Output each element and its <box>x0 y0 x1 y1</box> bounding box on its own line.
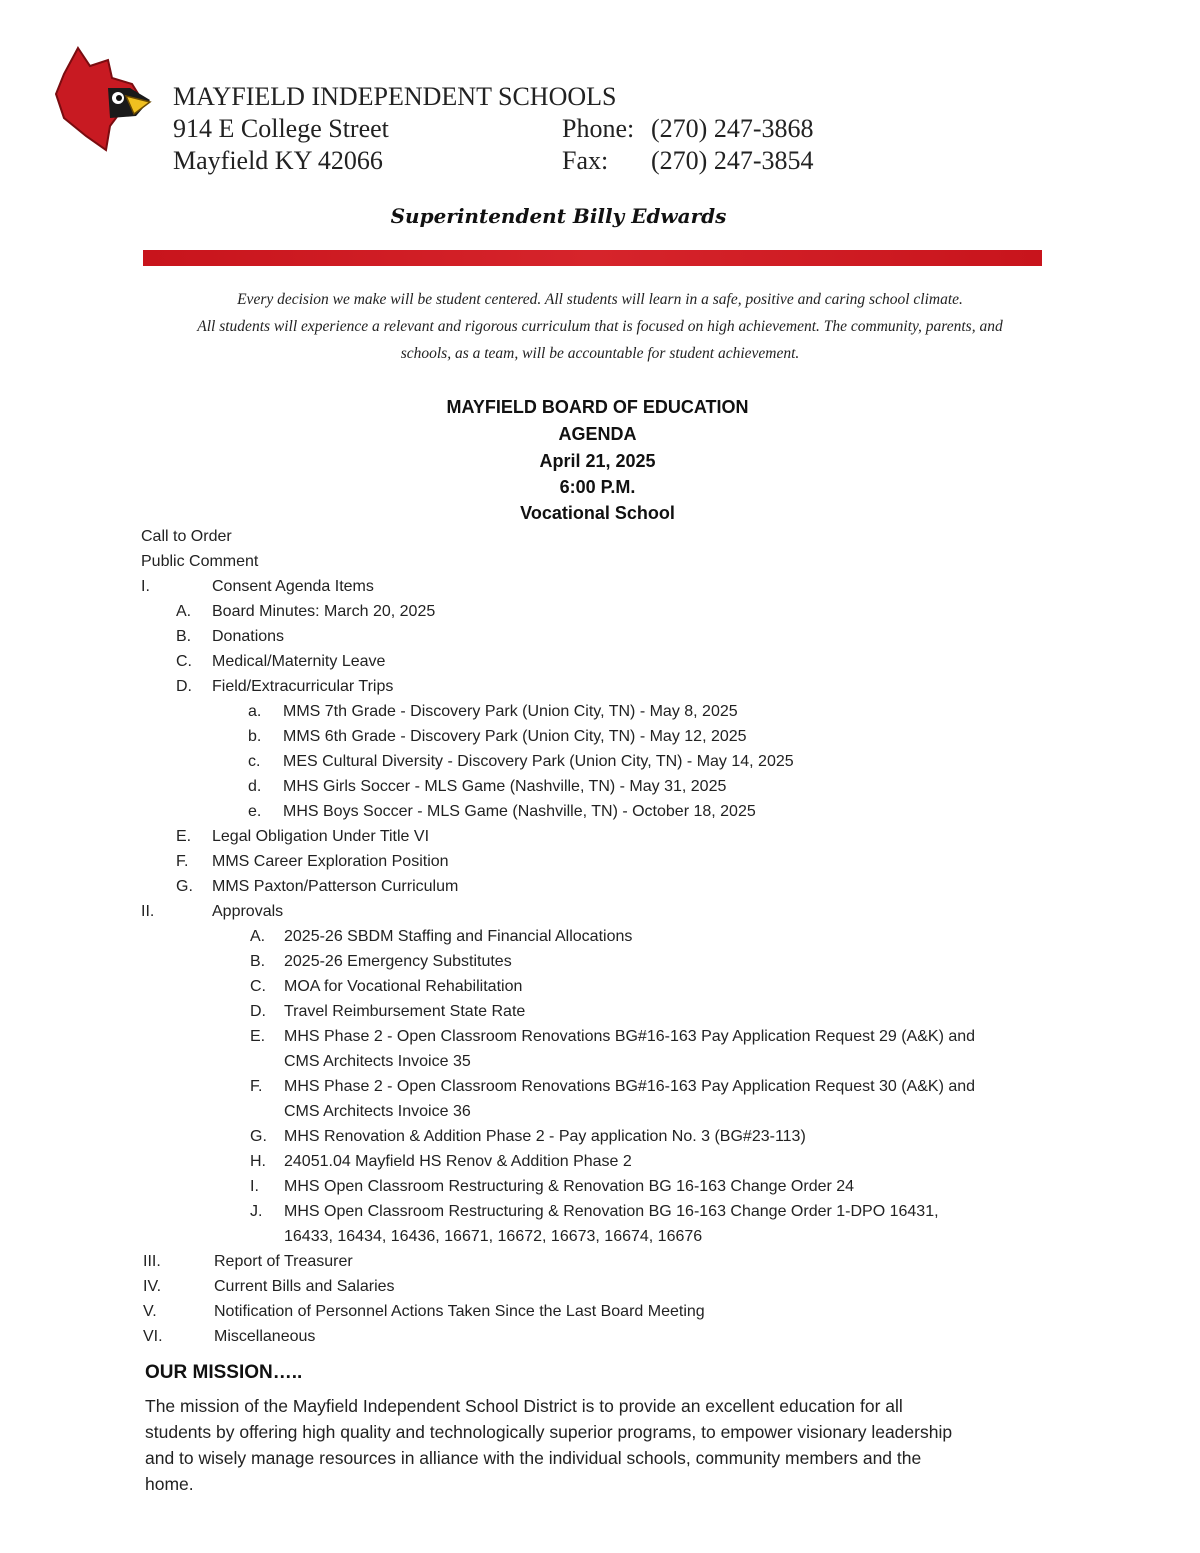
section-title: Approvals <box>212 903 284 920</box>
item-marker: D. <box>250 1003 266 1020</box>
section-title: Consent Agenda Items <box>212 578 374 595</box>
section-number: III. <box>143 1253 161 1270</box>
list-item: MHS Phase 2 - Open Classroom Renovations BG#16-163 Pay Application Request 30 (A&K) and <box>284 1078 976 1095</box>
list-item: Field/Extracurricular Trips <box>212 678 394 695</box>
vision-line-3: schools, as a team, will be accountable for student achievement. <box>400 345 800 362</box>
list-item: Travel Reimbursement State Rate <box>284 1003 526 1020</box>
list-item: MHS Open Classroom Restructuring & Renovation BG 16-163 Change Order 1-DPO 16431, <box>284 1203 939 1220</box>
mission-line-4: home. <box>145 1474 194 1494</box>
phone-number: (270) 247-3868 <box>651 114 814 143</box>
list-item: MMS Career Exploration Position <box>212 853 449 870</box>
item-marker: E. <box>250 1028 266 1045</box>
address-city: Mayfield KY 42066 <box>173 146 383 175</box>
mission-line-2: students by offering high quality and technologically superior programs, to empower visionary leadership <box>145 1422 953 1442</box>
item-marker: F. <box>250 1078 263 1095</box>
item-marker: J. <box>250 1203 263 1220</box>
board-title: MAYFIELD BOARD OF EDUCATION <box>446 397 749 417</box>
sub-item-marker: b. <box>248 728 262 745</box>
meeting-time: 6:00 P.M. <box>559 477 636 497</box>
list-item-continuation: CMS Architects Invoice 35 <box>284 1053 471 1070</box>
item-marker: E. <box>176 828 192 845</box>
sub-list-item: MHS Girls Soccer - MLS Game (Nashville, TN) - May 31, 2025 <box>283 778 727 795</box>
meeting-date: April 21, 2025 <box>539 451 656 471</box>
list-item: 2025-26 Emergency Substitutes <box>284 953 512 970</box>
section-title: Notification of Personnel Actions Taken Since the Last Board Meeting <box>214 1303 705 1320</box>
sub-item-marker: d. <box>248 778 262 795</box>
list-item: MOA for Vocational Rehabilitation <box>284 978 523 995</box>
fax-label: Fax: <box>562 146 609 175</box>
sub-item-marker: c. <box>248 753 261 770</box>
meeting-location: Vocational School <box>520 503 675 523</box>
item-marker: G. <box>176 878 193 895</box>
list-item-continuation: CMS Architects Invoice 36 <box>284 1103 471 1120</box>
list-item: 2025-26 SBDM Staffing and Financial Allocations <box>284 928 633 945</box>
item-marker: I. <box>250 1178 259 1195</box>
list-item: MMS Paxton/Patterson Curriculum <box>212 878 459 895</box>
cardinal-bird-icon <box>50 44 154 156</box>
list-item-continuation: 16433, 16434, 16436, 16671, 16672, 16673, 16674, 16676 <box>284 1228 703 1245</box>
item-marker: G. <box>250 1128 267 1145</box>
section-title: Miscellaneous <box>214 1328 316 1345</box>
list-item: MHS Phase 2 - Open Classroom Renovations BG#16-163 Pay Application Request 29 (A&K) and <box>284 1028 976 1045</box>
item-marker: B. <box>176 628 192 645</box>
vision-line-1: Every decision we make will be student centered. All students will learn in a safe, positive and caring school climate. <box>237 291 963 308</box>
fax-number: (270) 247-3854 <box>651 146 814 175</box>
agenda-title: AGENDA <box>558 424 637 444</box>
list-item: 24051.04 Mayfield HS Renov & Addition Phase 2 <box>284 1153 632 1170</box>
phone-label: Phone: <box>562 114 635 143</box>
section-number: I. <box>141 578 150 595</box>
superintendent-name: Superintendent Billy Edwards <box>390 204 727 228</box>
sub-list-item: MHS Boys Soccer - MLS Game (Nashville, TN) - October 18, 2025 <box>283 803 756 820</box>
public-comment: Public Comment <box>141 553 259 570</box>
list-item: Donations <box>212 628 285 645</box>
list-item: Board Minutes: March 20, 2025 <box>212 603 436 620</box>
address-street: 914 E College Street <box>173 114 389 143</box>
section-number: II. <box>141 903 155 920</box>
item-marker: D. <box>176 678 192 695</box>
list-item: MHS Renovation & Addition Phase 2 - Pay application No. 3 (BG#23-113) <box>284 1128 806 1145</box>
item-marker: H. <box>250 1153 266 1170</box>
item-marker: A. <box>176 603 192 620</box>
list-item: Legal Obligation Under Title VI <box>212 828 430 845</box>
list-item: Medical/Maternity Leave <box>212 653 386 670</box>
item-marker: A. <box>250 928 266 945</box>
sub-list-item: MMS 7th Grade - Discovery Park (Union City, TN) - May 8, 2025 <box>283 703 738 720</box>
org-name: MAYFIELD INDEPENDENT SCHOOLS <box>173 82 617 111</box>
mission-line-1: The mission of the Mayfield Independent School District is to provide an excellent education for all <box>145 1396 903 1416</box>
sub-item-marker: e. <box>248 803 262 820</box>
sub-list-item: MES Cultural Diversity - Discovery Park (Union City, TN) - May 14, 2025 <box>283 753 794 770</box>
section-title: Report of Treasurer <box>214 1253 353 1270</box>
section-number: IV. <box>143 1278 162 1295</box>
mission-line-3: and to wisely manage resources in alliance with the individual schools, community members and the <box>145 1448 922 1468</box>
call-to-order: Call to Order <box>141 528 232 545</box>
list-item: MHS Open Classroom Restructuring & Renovation BG 16-163 Change Order 24 <box>284 1178 855 1195</box>
section-title: Current Bills and Salaries <box>214 1278 395 1295</box>
sub-item-marker: a. <box>248 703 262 720</box>
item-marker: C. <box>250 978 266 995</box>
vision-line-2: All students will experience a relevant and rigorous curriculum that is focused on high achievement. The community, parents, and <box>197 318 1003 335</box>
header-red-bar <box>143 250 1042 266</box>
sub-list-item: MMS 6th Grade - Discovery Park (Union City, TN) - May 12, 2025 <box>283 728 747 745</box>
item-marker: F. <box>176 853 189 870</box>
item-marker: C. <box>176 653 192 670</box>
section-number: V. <box>143 1303 157 1320</box>
mission-heading: OUR MISSION….. <box>145 1362 303 1383</box>
item-marker: B. <box>250 953 266 970</box>
section-number: VI. <box>143 1328 163 1345</box>
